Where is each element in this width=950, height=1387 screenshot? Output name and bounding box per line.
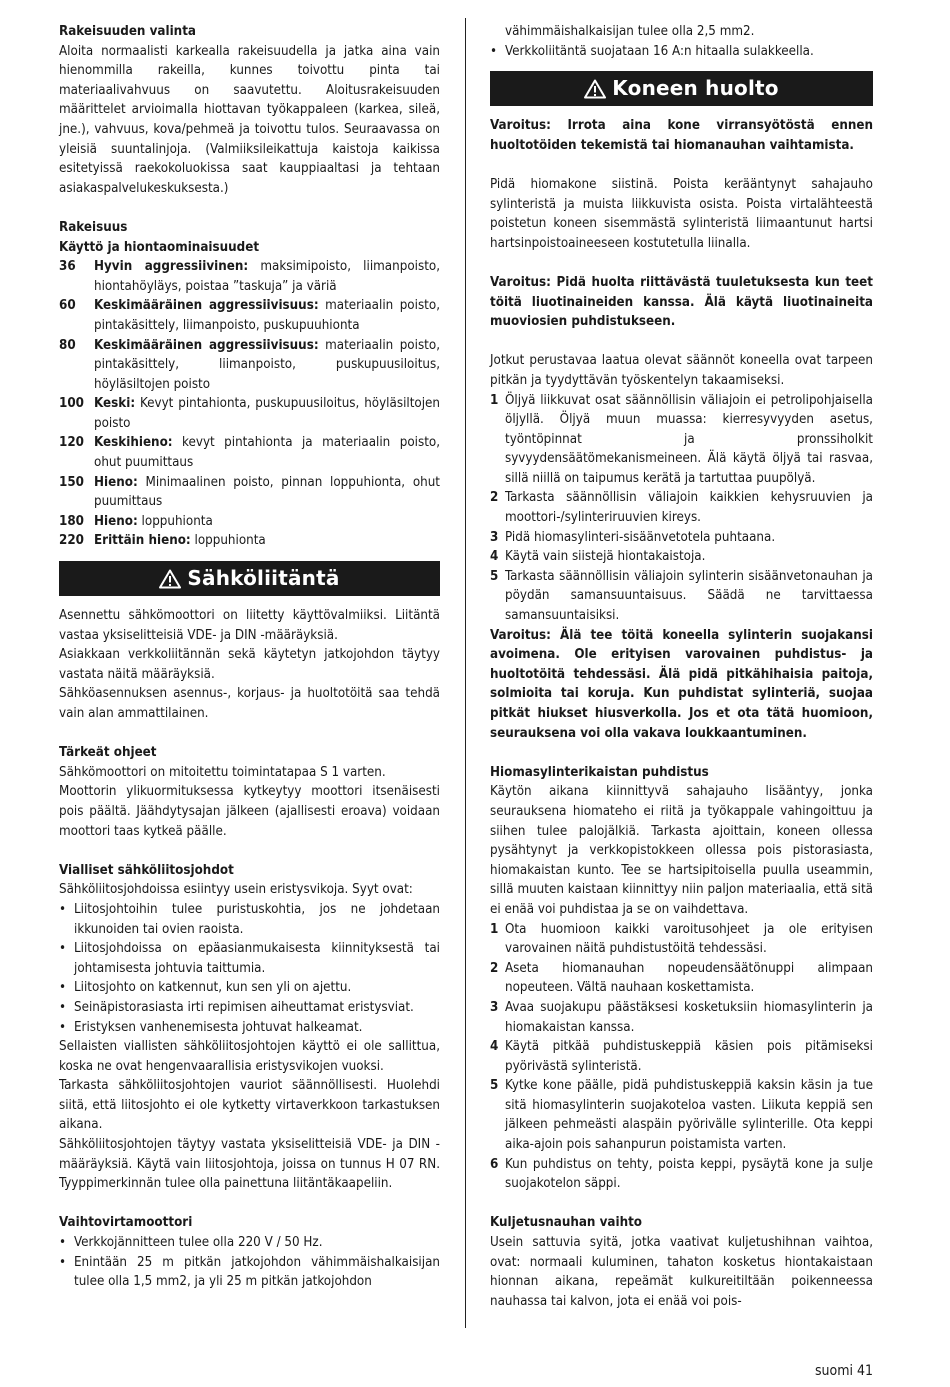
grit-choice-text: Aloita normaalisti karkealla rakeisuudella ja jatka aina vain hienommilla rakeilla, kunnes toivottu pinta tai materiaalivahvuus on saavutettu. Aloitusrakeisuuden määrittelet arvioimalla hiottavan työkappaleen (karkea, sileä, jne.), vahvuus, kova/pehmeä ja toivottu tulos. Seuraavassa on yleisiä suuntalinjoja. (Valmiiksileikattuja kaistoja kaikissa esitetyissä raekokoluokissa saat kauppiaaltasi ja tehtaan asiakaspalvelukeskuksesta.) [59,43,440,196]
step-number: 5 [490,1078,499,1094]
grit-desc: maksimipoisto, liimanpoisto, hiontahöyläys, poistaa ”taskuja” ja väriä [94,259,440,294]
step-text: Aseta hiomanauhan nopeudensäätönuppi alimpaan nopeuteen. Vältä nauhaan koskettamista. [505,960,873,996]
grit-name: Keskihieno: [94,435,173,451]
faulty-paragraph: Tarkasta sähköliitosjohtojen vauriot säännöllisesti. Huolehdi siitä, että liitosjohto ei ole kytketty virtaverkkoon tarkastuksen aikana. [59,1078,440,1133]
bullet-text: Enintään 25 m pitkän jatkojohdon vähimmäishalkaisijan tulee olla 1,5 mm2, ja yli 25 m pitkän jatkojohdon [74,1254,440,1290]
electric-text [59,606,440,724]
electric-band-title: Sähköliitäntä [187,565,340,590]
maintenance-band-title: Koneen huolto [612,75,779,100]
list-item [59,1018,440,1038]
rule-item [490,547,873,567]
grit-desc: loppuhionta [137,513,213,529]
belt-heading: Kuljetusnauhan vaihto [490,1215,643,1231]
grit-number: 100 [59,396,84,412]
warning-cover-open: Varoitus: Älä tee töitä koneella sylinterin suojakansi avoimena. Ole erityisen varovainen puhdistus- ja huoltotöitä tehdessäsi. Älä pidä pitkähihaisia paitoja, solmioita tai koruja. Kun puhdistat sylinteriä, suojaa pitkät hiukset hiusverkolla. Jos et ota tätä huomioon, seurauksena voi olla vakava loukkaantuminen. [490,627,873,741]
electric-paragraph: Asiakkaan verkkoliitännän sekä käytetyn jatkojohdon täytyy vastata näitä määräyksiä. [59,647,440,682]
grit-row [59,257,440,296]
electric-section-banner [59,561,440,596]
grit-row [59,512,440,532]
bullet-marker: • [59,941,67,957]
cleaning-step [490,1076,873,1154]
grit-desc: Kevyt pintahionta, puskupuusiloitus, höyläsiltojen poisto [94,396,440,431]
list-item [59,1253,440,1292]
faulty-paragraph: Sähköliitosjohtojen täytyy vastata yksiselitteisiä VDE- ja DIN -määräyksiä. Käytä vain liitosjohtoja, joissa on tunnus H 07 RN. Tyyppimerkinnän tulee olla painettuna liitäntäkaapeliin. [59,1137,440,1192]
cleaning-step [490,998,873,1037]
step-number: 1 [490,392,499,408]
electric-paragraph: Asennettu sähkömoottori on liitetty käyttövalmiiksi. Liitäntä vastaa yksiselitteisiä VDE- ja DIN -määräyksiä. [59,608,440,643]
important-heading: Tärkeät ohjeet [59,745,157,761]
faulty-paragraph: Sellaisten viallisten sähköliitosjohtojen käyttö ei ole sallittua, koska ne ovat hengenvaarallisia eristysvikojen vuoksi. [59,1039,440,1074]
grit-name: Hyvin aggressiivinen: [94,259,249,275]
page-number: suomi 41 [814,1363,873,1379]
step-number: 4 [490,549,499,565]
bullet-text: Seinäpistorasiasta irti repimisen aiheuttamat eristysviat. [74,999,414,1015]
bullet-marker: • [59,999,67,1015]
warning-triangle-icon [584,79,606,99]
cleaning-heading: Hiomasylinterikaistan puhdistus [490,764,709,780]
clean-text: Pidä hiomakone siistinä. Poista kerääntynyt sahajauho sylinteristä ja muista liikkuvista osista. Poista virtalähteestä poistetun koneen sisemmästä sylinteristä liimaantunut hartsi hartsinpoistoaineeseen kostutetulla liinalla. [490,176,873,251]
bullet-marker: • [59,901,67,917]
grit-description [94,257,440,296]
bullet-text: Liitosjohtoihin tulee puristuskohtia, jos ne johdetaan ikkunoiden tai ovien raoista. [74,901,440,937]
step-text: Tarkasta säännöllisin väliajoin kaikkien kehysruuvien ja moottori-/sylinteriruuvien kireys. [505,490,873,526]
grit-description [94,531,440,551]
belt-text: Usein sattuvia syitä, jotka vaativat kuljetushihnan vaihtoa, ovat: normaali kuluminen, tahaton kosketus hiontakaistaan hionnan aikana, repeämät kulkureitiltään poikenneessa nauhassa tai kalvon, jota ei enää voi pois- [490,1235,873,1309]
bullet-text: Liitosjohdoissa on epäasianmukaisesta kiinnityksestä tai johtamisesta johtuvia taittumia. [74,941,440,976]
column-divider [465,18,466,1328]
left-column [59,22,440,1292]
important-paragraph: Sähkömoottori on mitoitettu toimintatapaa S 1 varten. [59,764,386,780]
ac-continued: vähimmäishalkaisijan tulee olla 2,5 mm2. [505,24,755,39]
grit-desc: kevyt pintahionta ja materiaalin poisto, ohut puumittaus [94,435,440,471]
right-column [490,22,873,1311]
rules-list [490,391,873,626]
important-paragraph: Moottorin ylikuormituksessa kytkeytyy moottori itsenäisesti pois päältä. Jäähdytysajan jälkeen (ajallisesti eroava) voidaan moottori taas kytkeä päälle. [59,784,440,839]
rule-item [490,488,873,527]
grit-desc: Minimaalinen poisto, pinnan loppuhionta, ohut puumittaus [94,474,440,510]
bullet-text: Liitosjohto on katkennut, kun sen yli on ajettu. [74,980,352,996]
step-number: 1 [490,921,499,937]
warning-ventilation: Varoitus: Pidä huolta riittävästä tuuletuksesta kun teet töitä liuotinaineiden kanssa. Älä käytä liuotinaineita muoviosien puhdistukseen. [490,274,873,330]
ac-list [59,1233,440,1292]
step-number: 6 [490,1156,499,1172]
electric-paragraph: Sähköasennuksen asennus-, korjaus- ja huoltotöitä saa tehdä vain alan ammattilainen. [59,686,440,721]
grit-desc: materiaalin poisto, pintakäsittely, liimanpoisto, puskupuuhionta [94,298,440,333]
important-text [59,763,440,841]
step-number: 3 [490,529,499,545]
step-text: Avaa suojakupu päästäksesi kosketuksiin hiomasylinterin ja hiomakaistan kanssa. [505,999,873,1035]
grit-number: 60 [59,298,76,314]
rules-intro: Jotkut perustavaa laatua olevat säännöt koneella ovat tarpeen pitkän ja tyydyttävän työskentelyn takaamiseksi. [490,353,873,388]
grit-name: Keskimääräinen aggressiivisuus: [94,337,319,353]
cleaning-step [490,1037,873,1076]
cleaning-step [490,920,873,959]
step-number: 3 [490,999,499,1015]
rule-item [490,567,873,626]
faulty-heading: Vialliset sähköliitosjohdot [59,862,234,878]
grit-heading: Rakeisuus [59,219,128,235]
grit-list [59,257,440,551]
bullet-marker: • [59,1254,67,1270]
faulty-list [59,900,440,1037]
grit-name: Hieno: [94,513,138,529]
warning-triangle-icon [159,569,181,589]
grit-number: 120 [59,435,84,451]
grit-desc: materiaalin poisto, pintakäsittely, liimanpoisto, puskupuusiloitus, höyläsiltojen poisto [94,337,440,392]
grit-description [94,394,440,433]
grit-description [94,433,440,472]
grit-choice-heading: Rakeisuuden valinta [59,24,196,39]
rule-item [490,528,873,548]
grit-subheading: Käyttö ja hiontaominaisuudet [59,239,260,255]
step-text: Tarkasta säännöllisin väliajoin sylinterin sisäänvetonauhan ja pöydän samansuuntaisuus. Säädä ne tarvittaessa samansuuntaisiksi. [505,568,873,624]
cleaning-text: Käytön aikana kiinnittyvä sahajauho lisääntyy, jonka seurauksena hiomateho ei riitä ja työkappale vahingoittuu ja siihen tulee palojälkiä. Tarkasta ajoittain, koneen ollessa pysähtynyt ja verkkopistokkeen ollessa pois pistorasiasta, hiomakaistan kunto. Tee se hartsipitoisella puulla useammin, sillä muuten kaistaan kiinnittyy niin paljon materiaalia, että sitä ei enää voi puhdistaa ja se on vaihdettava. [490,784,873,917]
step-text: Käytä pitkää puhdistuskeppiä käsien pois pitämiseksi pyörivästä sylinteristä. [505,1039,873,1074]
grit-name: Erittäin hieno: [94,533,191,549]
faulty-text [59,1037,440,1194]
grit-row [59,531,440,551]
grit-row [59,433,440,472]
step-text: Kun puhdistus on tehty, poista keppi, pysäytä kone ja sulje suojakotelon säppi. [505,1156,873,1192]
grit-name: Keski: [94,396,136,412]
cleaning-step [490,959,873,998]
faulty-intro: Sähköliitosjohdoissa esiintyy usein eristysvikoja. Syyt ovat: [59,882,413,898]
grit-desc: loppuhionta [190,533,266,549]
grit-number: 36 [59,259,76,275]
grit-row [59,296,440,335]
grit-row [59,473,440,512]
step-text: Pidä hiomasylinteri-sisäänvetotela puhtaana. [505,529,776,545]
grit-number: 220 [59,533,84,549]
maintenance-section-banner [490,71,873,106]
rule-item [490,391,873,489]
list-item [59,1233,440,1253]
grit-name: Keskimääräinen aggressiivisuus: [94,298,319,314]
step-number: 2 [490,960,499,976]
grit-number: 80 [59,337,76,353]
grit-number: 150 [59,474,84,490]
grit-name: Hieno: [94,474,138,490]
list-item [59,939,440,978]
list-item [59,998,440,1018]
bullet-marker: • [59,980,67,996]
step-number: 5 [490,568,499,584]
step-text: Öljyä liikkuvat osat säännöllisin väliajoin ei petrolipohjaisella öljyllä. Öljyä muun muassa: kierresyvyyden asetus, työntöpinnat ja pronssiholkit syvyydensäätömekanismeineen. Älä käytä öljyä tai rasvaa, sillä niillä on taipumus kerätä ja tartuttaa puupölyä. [505,392,873,486]
step-text: Ota huomioon kaikki varoitusohjeet ja ole erityisen varovainen näitä puhdistustöitä tehdessäsi. [505,921,873,957]
warning-disconnect: Varoitus: Irrota aina kone virransyötöstä ennen huoltotöiden tekemistä tai hiomanauhan vaihtamista. [490,118,873,153]
grit-row [59,336,440,395]
grit-row [59,394,440,433]
cleaning-step [490,1155,873,1194]
grit-description [94,296,440,335]
grit-description [94,336,440,395]
grit-number: 180 [59,513,84,529]
bullet-marker: • [59,1019,67,1035]
bullet-marker: • [59,1235,67,1251]
step-text: Kytke kone päälle, pidä puhdistuskeppiä kaksin käsin ja tue sitä hiomasylinterin suojakoteloa vasten. Liikuta keppiä sen jälkeen pehmeästi alaspäin pyörivälle sylinterille. Ota keppi aika-ajoin pois sahanpurun poistamista varten. [505,1078,873,1153]
step-text: Käytä vain siistejä hiontakaistoja. [505,549,706,565]
step-number: 4 [490,1039,499,1055]
grit-description [94,512,440,532]
list-item [59,900,440,939]
bullet-text: Eristyksen vanhenemisesta johtuvat halkeamat. [74,1019,363,1035]
list-item [59,978,440,998]
ac-fuse-item: • Verkkoliitäntä suojataan 16 A:n hitaalla sulakkeella. [490,43,814,59]
bullet-text: Verkkojännitteen tulee olla 220 V / 50 Hz. [74,1235,323,1251]
grit-description [94,473,440,512]
step-number: 2 [490,490,499,506]
ac-heading: Vaihtovirtamoottori [59,1215,193,1231]
cleaning-steps [490,920,873,1194]
